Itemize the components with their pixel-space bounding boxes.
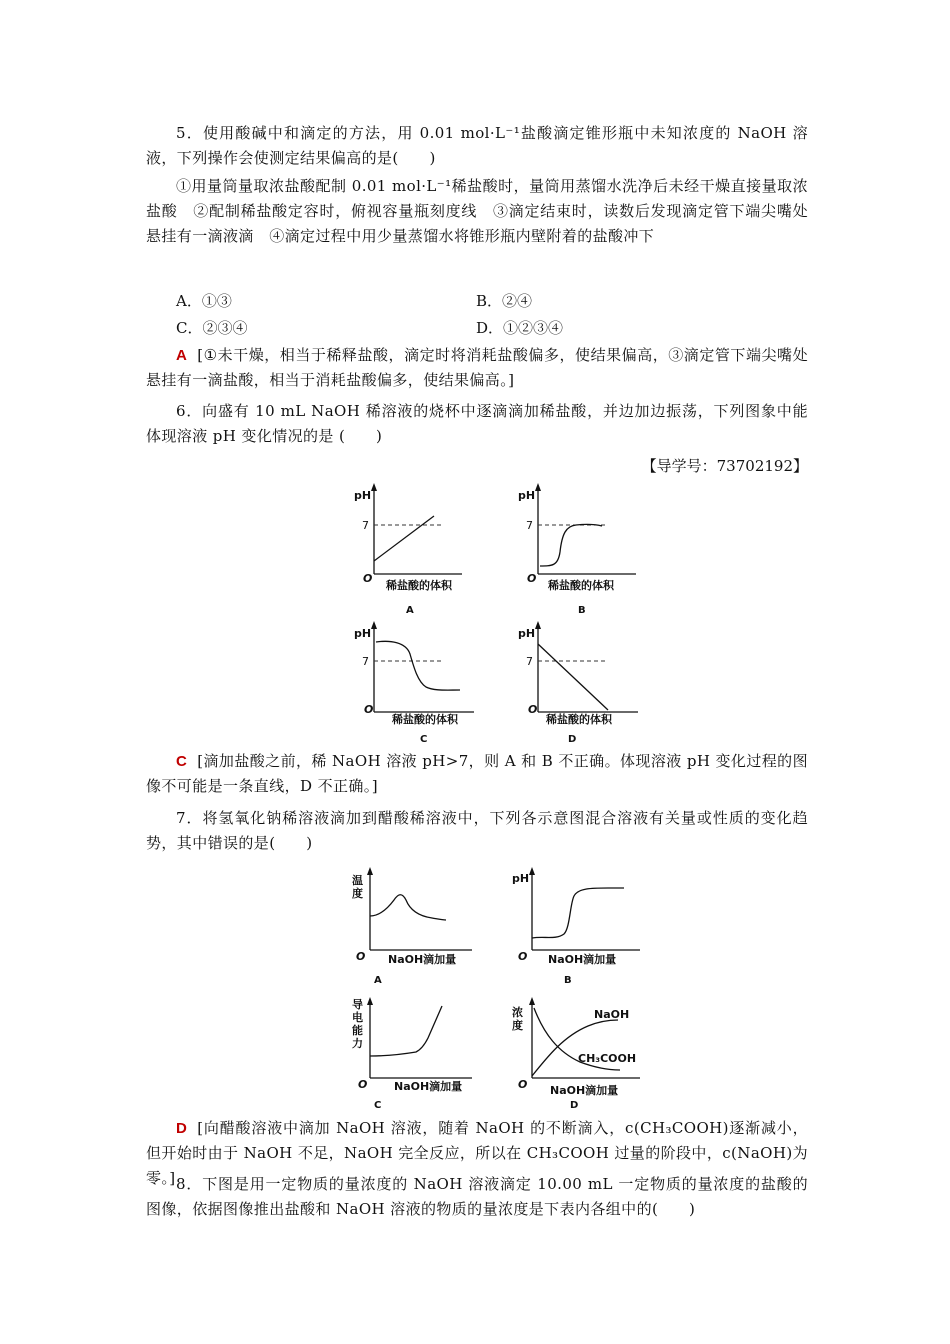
graph-label: A (374, 975, 382, 986)
ph-curve (376, 641, 460, 690)
q7-graph-a (348, 864, 478, 992)
ph7-tick-label: 7 (362, 655, 369, 668)
origin-label: O (527, 572, 537, 585)
q6-graph-a (350, 482, 470, 617)
y-axis-label: pH (354, 489, 372, 502)
q5-answer: A (176, 347, 188, 364)
q6-graph-d (514, 620, 644, 745)
y-axis-label-1: 温 (352, 874, 363, 887)
origin-label: O (528, 703, 538, 716)
y-axis-label: pH (512, 872, 530, 885)
q6-graph-b (514, 482, 644, 617)
ph-curve (538, 644, 608, 710)
y-axis-arrow (529, 867, 535, 875)
graph-label: B (564, 975, 572, 986)
x-axis-label: NaOH滴加量 (550, 1084, 619, 1097)
naoh-curve-label: NaOH (594, 1008, 630, 1021)
q6-graph-c (350, 620, 480, 745)
graph-label: D (568, 734, 577, 745)
origin-label: O (363, 572, 373, 585)
x-axis-label: 稀盐酸的体积 (386, 579, 452, 592)
q7-answer: D (176, 1120, 188, 1137)
y-axis-label: pH (354, 627, 372, 640)
q5-option-d: D．①②③④ (476, 319, 564, 337)
y-axis-label-1: 浓 (512, 1006, 523, 1019)
x-axis-label: 稀盐酸的体积 (548, 579, 614, 592)
y-axis-label-4: 力 (352, 1037, 363, 1050)
graph-label: D (570, 1100, 579, 1111)
q7-graph-c (348, 994, 478, 1112)
ph7-tick-label: 7 (526, 519, 533, 532)
ph-curve (540, 524, 602, 566)
x-axis-label: 稀盐酸的体积 (546, 713, 612, 726)
q8-stem: 8．下图是用一定物质的量浓度的 NaOH 溶液滴定 10.00 mL 一定物质的量浓度的盐酸的图像，依据图像推出盐酸和 NaOH 溶液的物质的量浓度是下表内各组中的( ) (146, 1175, 808, 1218)
q6-answer: C (176, 753, 188, 770)
y-axis-arrow (371, 483, 377, 491)
graph-label: A (406, 605, 414, 616)
q7-stem: 7．将氢氧化钠稀溶液滴加到醋酸稀溶液中，下列各示意图混合溶液有关量或性质的变化趋势，其中错误的是( ) (146, 809, 808, 852)
ph-curve (532, 888, 624, 938)
ph7-tick-label: 7 (362, 519, 369, 532)
q7-graph-d (508, 994, 648, 1112)
q5-conditions: ①用量筒量取浓盐酸配制 0.01 mol·L⁻¹稀盐酸时，量筒用蒸馏水洗净后未经干燥直接量取浓盐酸 ②配制稀盐酸定容时，俯视容量瓶刻度线 ③滴定结束时，读数后发现滴定管下端尖嘴处悬挂有一滴液滴 ④滴定过程中用少量蒸馏水将锥形瓶内壁附着的盐酸冲下 (146, 177, 808, 245)
origin-label: O (358, 1078, 368, 1091)
ph-curve (374, 516, 434, 561)
x-axis-label: NaOH滴加量 (548, 953, 617, 966)
y-axis-arrow (367, 997, 373, 1005)
q5-explanation: [①未干燥，相当于稀释盐酸，滴定时将消耗盐酸偏多，使结果偏高，③滴定管下端尖嘴处悬挂有一滴盐酸，相当于消耗盐酸偏多，使结果偏高。] (146, 346, 808, 389)
y-axis-arrow (371, 621, 377, 629)
y-axis-label-2: 度 (352, 887, 363, 900)
y-axis-label-1: 导 (352, 998, 363, 1011)
conductivity-curve (370, 1006, 442, 1056)
q5-option-a: A．①③ (176, 292, 232, 310)
graph-label: C (374, 1100, 382, 1111)
y-axis-arrow (529, 997, 535, 1005)
y-axis-label: pH (518, 489, 536, 502)
q5-solution (146, 343, 808, 393)
naoh-curve (532, 1020, 618, 1076)
q6-solution (146, 749, 808, 799)
x-axis-label: NaOH滴加量 (388, 953, 457, 966)
y-axis-arrow (367, 867, 373, 875)
origin-label: O (356, 950, 366, 963)
y-axis-label-2: 电 (352, 1011, 363, 1024)
q5-stem: 5．使用酸碱中和滴定的方法，用 0.01 mol·L⁻¹盐酸滴定锥形瓶中未知浓度的 NaOH 溶液，下列操作会使测定结果偏高的是( ) (146, 124, 808, 167)
q6-stem: 6．向盛有 10 mL NaOH 稀溶液的烧杯中逐滴滴加稀盐酸，并边加边振荡，下列图象中能体现溶液 pH 变化情况的是 ( ) (146, 402, 808, 445)
x-axis-label: NaOH滴加量 (394, 1080, 463, 1093)
temperature-curve (370, 895, 446, 920)
q7-graph-b (508, 864, 648, 992)
y-axis-arrow (535, 483, 541, 491)
q6-explanation: [滴加盐酸之前，稀 NaOH 溶液 pH>7，则 A 和 B 不正确。体现溶液 pH 变化过程的图像不可能是一条直线，D 不正确。] (146, 752, 808, 795)
ph7-tick-label: 7 (526, 655, 533, 668)
x-axis-label: 稀盐酸的体积 (392, 713, 458, 726)
origin-label: O (518, 1078, 528, 1091)
y-axis-arrow (535, 621, 541, 629)
y-axis-label-2: 度 (512, 1019, 523, 1032)
q5-option-b: B．②④ (476, 292, 533, 310)
graph-label: B (578, 605, 586, 616)
graph-label: C (420, 734, 428, 745)
q5-option-c: C．②③④ (176, 319, 248, 337)
origin-label: O (364, 703, 374, 716)
origin-label: O (518, 950, 528, 963)
y-axis-label-3: 能 (352, 1024, 363, 1037)
ch3cooh-curve-label: CH₃COOH (578, 1052, 637, 1065)
q7-explanation: [向醋酸溶液中滴加 NaOH 溶液，随着 NaOH 的不断滴入，c(CH₃COOH)逐渐减小，但开始时由于 NaOH 不足，NaOH 完全反应，所以在 CH₃COOH 过量的阶段中，c(NaOH)为零。] (146, 1119, 808, 1187)
q6-guide-number: 【导学号：73702192】 (641, 457, 808, 475)
y-axis-label: pH (518, 627, 536, 640)
